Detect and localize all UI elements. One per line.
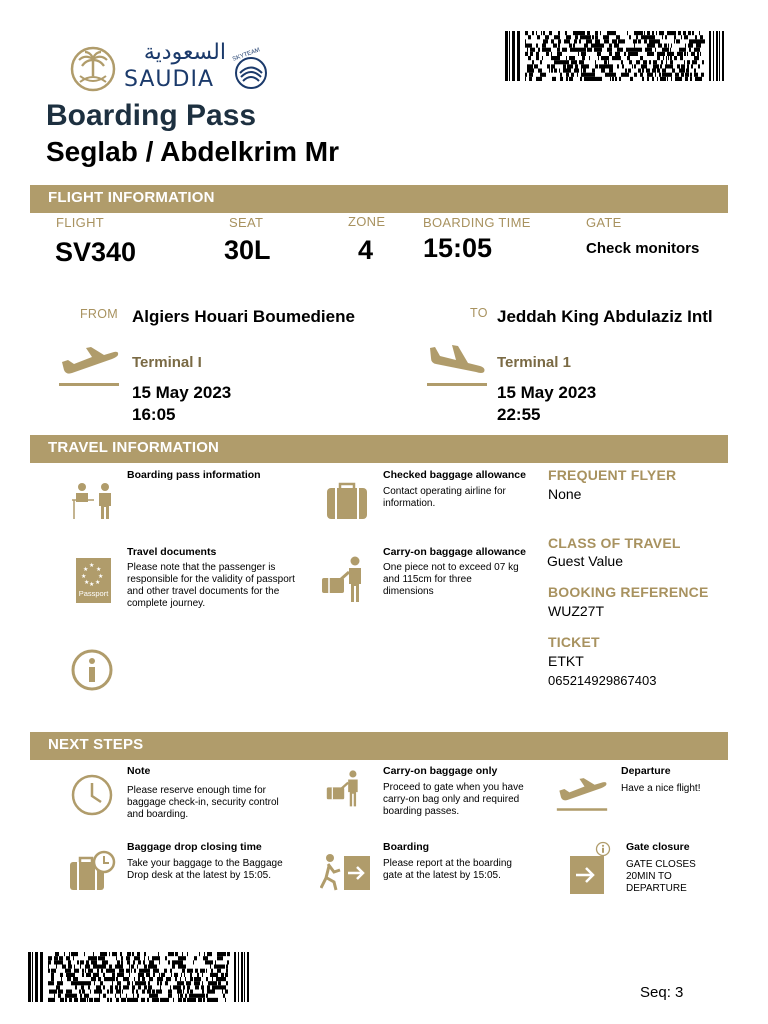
note-title: Note xyxy=(127,765,151,777)
carry-on-bag-icon xyxy=(320,556,370,604)
flight-info-header: FLIGHT INFORMATION xyxy=(30,185,728,213)
svg-text:★: ★ xyxy=(95,580,101,586)
ticket-number: 065214929867403 xyxy=(548,673,657,688)
class-value: Guest Value xyxy=(547,553,624,569)
svg-text:★: ★ xyxy=(89,582,95,588)
svg-text:★: ★ xyxy=(84,580,90,586)
carry-on-text: One piece not to exceed 07 kg and 115cm for three dimensions xyxy=(383,562,519,597)
boarding-time: 15:05 xyxy=(423,233,493,263)
carry-on-title: Carry-on baggage allowance xyxy=(383,546,526,558)
boarding-time-label: BOARDING TIME xyxy=(423,215,531,230)
from-date: 15 May 2023 xyxy=(132,383,232,402)
brand-latin: SAUDIA xyxy=(124,67,215,92)
from-airport: Algiers Houari Boumediene xyxy=(132,307,355,326)
boarding-text: Please report at the boarding gate at the latest by 15:05. xyxy=(383,858,512,881)
boarding-gate-icon xyxy=(320,852,372,892)
from-time: 16:05 xyxy=(132,405,176,424)
brand-arabic: السعودية xyxy=(143,40,226,65)
to-label: TO xyxy=(470,306,488,320)
booking-ref-label: BOOKING REFERENCE xyxy=(548,584,709,600)
flight-label: FLIGHT xyxy=(56,215,105,230)
gate-label: GATE xyxy=(586,215,622,230)
ticket-label: TICKET xyxy=(548,634,600,650)
booking-ref-value: WUZ27T xyxy=(548,603,604,619)
passport-icon xyxy=(76,558,111,603)
flight-number: SV340 xyxy=(55,237,137,267)
departure-plane-icon xyxy=(556,775,608,813)
baggage-clock-icon xyxy=(68,850,116,892)
gate-closure-title: Gate closure xyxy=(626,841,690,853)
page-title: Boarding Pass xyxy=(46,99,257,132)
seat-label: SEAT xyxy=(229,215,264,230)
departure-text: Have a nice flight! xyxy=(621,783,701,794)
from-label: FROM xyxy=(80,307,118,321)
frequent-flyer-value: None xyxy=(548,486,582,502)
frequent-flyer-label: FREQUENT FLYER xyxy=(548,467,677,483)
svg-text:★: ★ xyxy=(89,563,95,569)
skyteam-icon xyxy=(232,56,270,90)
zone-number: 4 xyxy=(358,235,374,265)
note-text: Please reserve enough time for baggage check-in, security control and boarding. xyxy=(127,785,279,820)
gate-closure-text: GATE CLOSES 20MIN TO DEPARTURE xyxy=(626,859,696,894)
travel-info-header: TRAVEL INFORMATION xyxy=(30,435,728,463)
palm-swords-emblem-icon xyxy=(70,46,116,92)
ticket-type: ETKT xyxy=(548,653,584,669)
bp-info-title: Boarding pass information xyxy=(127,469,261,481)
checked-baggage-text: Contact operating airline for information. xyxy=(383,486,506,509)
top-barcode xyxy=(505,31,725,81)
baggage-drop-text: Take your baggage to the Baggage Drop desk at the latest by 15:05. xyxy=(127,858,283,881)
travel-docs-text: Please note that the passenger is responsible for the validity of passport and other travel documents for the complete journey. xyxy=(127,562,295,609)
seat-number: 30L xyxy=(224,235,271,265)
svg-text:★: ★ xyxy=(96,567,102,573)
svg-text:★: ★ xyxy=(81,574,87,580)
gate-value: Check monitors xyxy=(586,240,700,257)
baggage-drop-title: Baggage drop closing time xyxy=(127,841,262,853)
passport-word: Passport xyxy=(78,589,109,598)
class-label: CLASS OF TRAVEL xyxy=(548,535,681,551)
takeoff-plane-icon xyxy=(58,344,120,388)
next-steps-header: NEXT STEPS xyxy=(30,732,728,760)
boarding-title: Boarding xyxy=(383,841,430,853)
landing-plane-icon xyxy=(426,342,488,388)
skyteam-text: SKYTEAM xyxy=(231,47,261,63)
check-in-desk-icon xyxy=(70,482,116,520)
bottom-barcode xyxy=(28,952,250,1002)
gate-exit-icon xyxy=(570,856,604,894)
carry-on-only-title: Carry-on baggage only xyxy=(383,765,498,777)
departure-title: Departure xyxy=(621,765,671,777)
from-terminal: Terminal I xyxy=(132,354,202,371)
gate-closure-info-icon xyxy=(595,841,611,857)
info-icon xyxy=(70,648,114,692)
travel-docs-title: Travel documents xyxy=(127,546,217,558)
clock-icon xyxy=(70,773,114,817)
carry-on-only-text: Proceed to gate when you have carry-on bag only and required boarding passes. xyxy=(383,782,524,817)
carry-on-only-icon xyxy=(320,770,370,808)
to-airport: Jeddah King Abdulaziz Intl xyxy=(497,307,713,326)
to-time: 22:55 xyxy=(497,405,541,424)
sequence-number: Seq: 3 xyxy=(640,984,684,1001)
zone-label: ZONE xyxy=(348,214,386,229)
passenger-name: Seglab / Abdelkrim Mr xyxy=(46,136,340,167)
saudia-logo xyxy=(70,40,280,94)
checked-bag-icon xyxy=(325,481,369,521)
to-date: 15 May 2023 xyxy=(497,383,597,402)
checked-baggage-title: Checked baggage allowance xyxy=(383,469,526,481)
to-terminal: Terminal 1 xyxy=(497,354,571,371)
svg-text:★: ★ xyxy=(98,574,104,580)
svg-text:★: ★ xyxy=(83,567,89,573)
